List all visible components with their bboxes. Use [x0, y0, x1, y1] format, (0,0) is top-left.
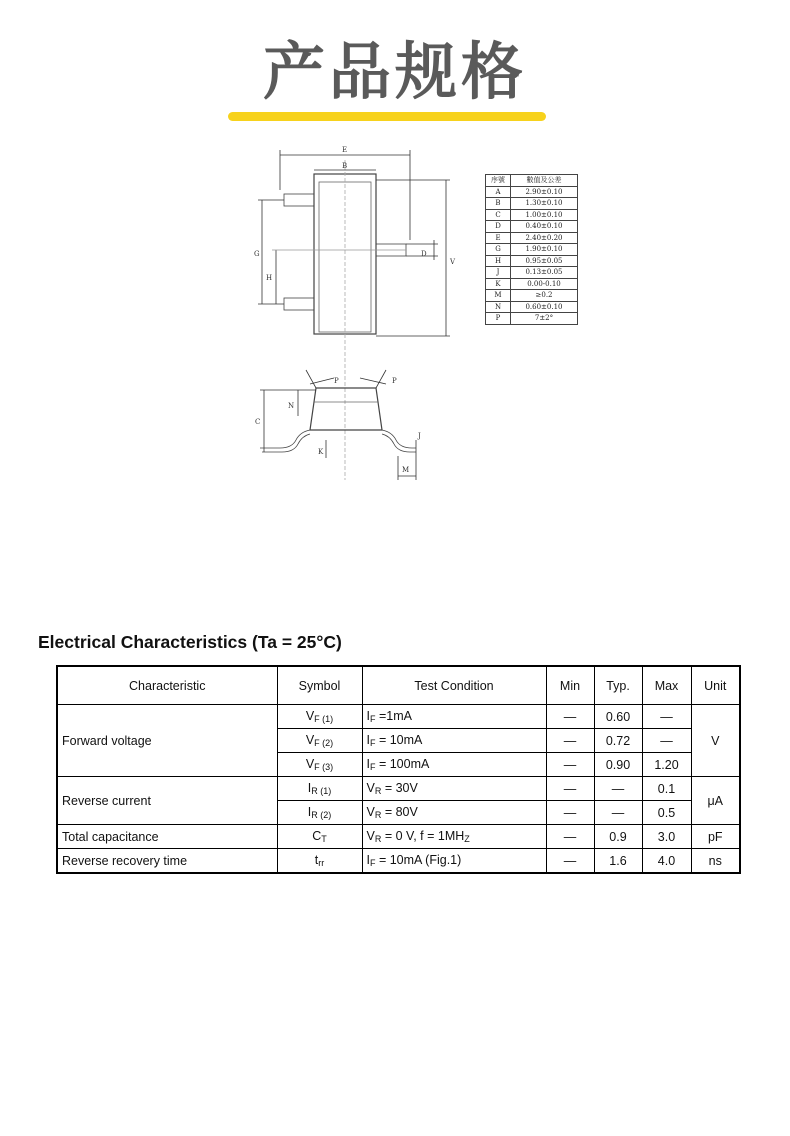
condition-cell [362, 705, 546, 729]
condition-cell-tail-subscript: Z [464, 834, 470, 844]
dimension-value: 1.30±0.10 [511, 198, 578, 210]
dim-label-c: C [255, 418, 261, 426]
dim-label-j: J [418, 432, 421, 440]
header-unit: Unit [691, 666, 740, 705]
dimension-table [485, 174, 578, 325]
dimension-table-row [486, 244, 578, 256]
characteristic-cell: Total capacitance [57, 825, 277, 849]
unit-cell: ns [691, 849, 740, 874]
dimension-value: 2.90±0.10 [511, 186, 578, 198]
typ-cell: 0.90 [594, 753, 642, 777]
condition-cell-text: = 10mA [375, 733, 423, 747]
typ-cell: 0.60 [594, 705, 642, 729]
dimension-table-row [486, 255, 578, 267]
unit-cell: pF [691, 825, 740, 849]
condition-cell [362, 801, 546, 825]
symbol-cell-subscript: F (3) [314, 762, 334, 772]
dimension-code: K [486, 278, 511, 290]
min-cell: — [546, 825, 594, 849]
typ-cell: 0.72 [594, 729, 642, 753]
dimension-table-row [486, 198, 578, 210]
symbol-cell-main: V [305, 709, 315, 723]
max-cell: 4.0 [642, 849, 691, 874]
condition-cell-text: = 100mA [375, 757, 430, 771]
dimension-code: D [486, 221, 511, 233]
condition-cell-subscript: R [374, 834, 382, 844]
dimension-code: H [486, 255, 511, 267]
body-side-view [310, 388, 382, 430]
dimension-code: E [486, 232, 511, 244]
header-symbol: Symbol [277, 666, 362, 705]
min-cell: — [546, 777, 594, 801]
symbol-cell-subscript: T [321, 834, 327, 844]
lead-2 [284, 298, 314, 310]
min-cell: — [546, 705, 594, 729]
symbol-cell-main: I [307, 781, 312, 795]
dim-label-v: V [450, 258, 456, 266]
dim-label-p-left: P [334, 377, 339, 385]
unit-cell: V [691, 705, 740, 777]
dim-label-b: B [342, 162, 348, 170]
dimension-value: 0.40±0.10 [511, 221, 578, 233]
condition-cell-subscript: F [369, 762, 376, 772]
dimension-code: B [486, 198, 511, 210]
dimension-value: 0.95±0.05 [511, 255, 578, 267]
symbol-cell [277, 849, 362, 874]
symbol-cell [277, 777, 362, 801]
header-min: Min [546, 666, 594, 705]
symbol-cell-subscript: R (2) [311, 810, 332, 820]
symbol-cell-subscript: F (1) [314, 714, 334, 724]
dimension-table-row [486, 301, 578, 313]
table-header-row [57, 666, 740, 705]
symbol-cell-main: V [305, 733, 315, 747]
condition-cell-main: V [366, 805, 375, 819]
condition-cell-text: = 30V [381, 781, 418, 795]
header-characteristic: Characteristic [57, 666, 277, 705]
symbol-cell-main: V [305, 757, 315, 771]
symbol-cell-main: t [314, 853, 319, 867]
header-max: Max [642, 666, 691, 705]
max-cell: 1.20 [642, 753, 691, 777]
max-cell: 0.1 [642, 777, 691, 801]
dim-label-h: H [266, 274, 273, 282]
dimension-table-row [486, 267, 578, 279]
dimension-header-value: 數值及公差 [511, 175, 578, 187]
header-test-condition: Test Condition [362, 666, 546, 705]
symbol-cell-subscript: F (2) [314, 738, 334, 748]
dimension-table-row [486, 221, 578, 233]
dimension-code: G [486, 244, 511, 256]
symbol-cell [277, 753, 362, 777]
min-cell: — [546, 849, 594, 874]
max-cell: — [642, 729, 691, 753]
condition-cell-main: V [366, 781, 375, 795]
dimension-table-row [486, 278, 578, 290]
electrical-section-title: Electrical Characteristics (Ta = 25°C) [38, 632, 342, 652]
page-title: 产品规格 [262, 35, 527, 108]
symbol-cell [277, 729, 362, 753]
dimension-code: C [486, 209, 511, 221]
dimension-value: 0.60±0.10 [511, 301, 578, 313]
typ-cell: — [594, 801, 642, 825]
condition-cell-text: = 80V [381, 805, 418, 819]
title-underline [228, 112, 546, 121]
min-cell: — [546, 753, 594, 777]
condition-cell-subscript: R [374, 786, 382, 796]
typ-cell: 1.6 [594, 849, 642, 874]
table-row [57, 825, 740, 849]
dimension-value: ≥0.2 [511, 290, 578, 302]
condition-cell [362, 729, 546, 753]
dimension-table-row [486, 186, 578, 198]
condition-cell [362, 753, 546, 777]
header-typ: Typ. [594, 666, 642, 705]
symbol-cell-subscript: rr [318, 858, 325, 868]
dim-label-g: G [254, 250, 260, 258]
condition-cell [362, 849, 546, 874]
max-cell: 3.0 [642, 825, 691, 849]
condition-cell-text: = 0 V, f = 1MH [381, 829, 465, 843]
symbol-cell-main: C [312, 829, 322, 843]
dimension-table-row [486, 313, 578, 325]
symbol-cell [277, 825, 362, 849]
lead-1 [284, 194, 314, 206]
max-cell: — [642, 705, 691, 729]
condition-cell-subscript: F [369, 738, 376, 748]
condition-cell-subscript: F [369, 714, 376, 724]
dimension-table-row [486, 232, 578, 244]
condition-cell-main: I [366, 757, 370, 771]
characteristic-cell: Forward voltage [57, 705, 277, 777]
dim-label-k: K [318, 448, 324, 456]
condition-cell-main: I [366, 709, 370, 723]
characteristic-cell: Reverse recovery time [57, 849, 277, 874]
unit-cell: μA [691, 777, 740, 825]
dim-label-m: M [402, 466, 410, 474]
condition-cell-text: = 10mA (Fig.1) [375, 853, 462, 867]
condition-cell-main: V [366, 829, 375, 843]
dim-label-n: N [288, 402, 295, 410]
condition-cell [362, 777, 546, 801]
table-row [57, 705, 740, 729]
min-cell: — [546, 729, 594, 753]
condition-cell-text: =1mA [375, 709, 412, 723]
min-cell: — [546, 801, 594, 825]
condition-cell [362, 825, 546, 849]
condition-cell-subscript: F [369, 858, 376, 868]
characteristic-cell: Reverse current [57, 777, 277, 825]
dimension-value: 0.13±0.05 [511, 267, 578, 279]
dimension-header-code: 序號 [486, 175, 511, 187]
dim-label-d: D [421, 250, 427, 258]
dimension-code: N [486, 301, 511, 313]
condition-cell-subscript: R [374, 810, 382, 820]
dim-label-e: E [342, 146, 348, 154]
symbol-cell-subscript: R (1) [311, 786, 332, 796]
dimension-code: M [486, 290, 511, 302]
table-row [57, 849, 740, 874]
typ-cell: 0.9 [594, 825, 642, 849]
dimension-value: 7±2° [511, 313, 578, 325]
symbol-cell [277, 801, 362, 825]
dimension-code: J [486, 267, 511, 279]
dimension-code: A [486, 186, 511, 198]
electrical-characteristics-table [56, 665, 741, 874]
condition-cell-main: I [366, 853, 370, 867]
dim-label-p-right: P [392, 377, 397, 385]
table-row [57, 777, 740, 801]
typ-cell: — [594, 777, 642, 801]
dimension-table-row [486, 209, 578, 221]
dimension-value: 1.90±0.10 [511, 244, 578, 256]
dimension-value: 0.00-0.10 [511, 278, 578, 290]
dimension-table-row [486, 290, 578, 302]
condition-cell-main: I [366, 733, 370, 747]
dimension-code: P [486, 313, 511, 325]
dimension-value: 1.00±0.10 [511, 209, 578, 221]
symbol-cell-main: I [307, 805, 312, 819]
max-cell: 0.5 [642, 801, 691, 825]
symbol-cell [277, 705, 362, 729]
dimension-value: 2.40±0.20 [511, 232, 578, 244]
dimension-table-header [486, 175, 578, 187]
